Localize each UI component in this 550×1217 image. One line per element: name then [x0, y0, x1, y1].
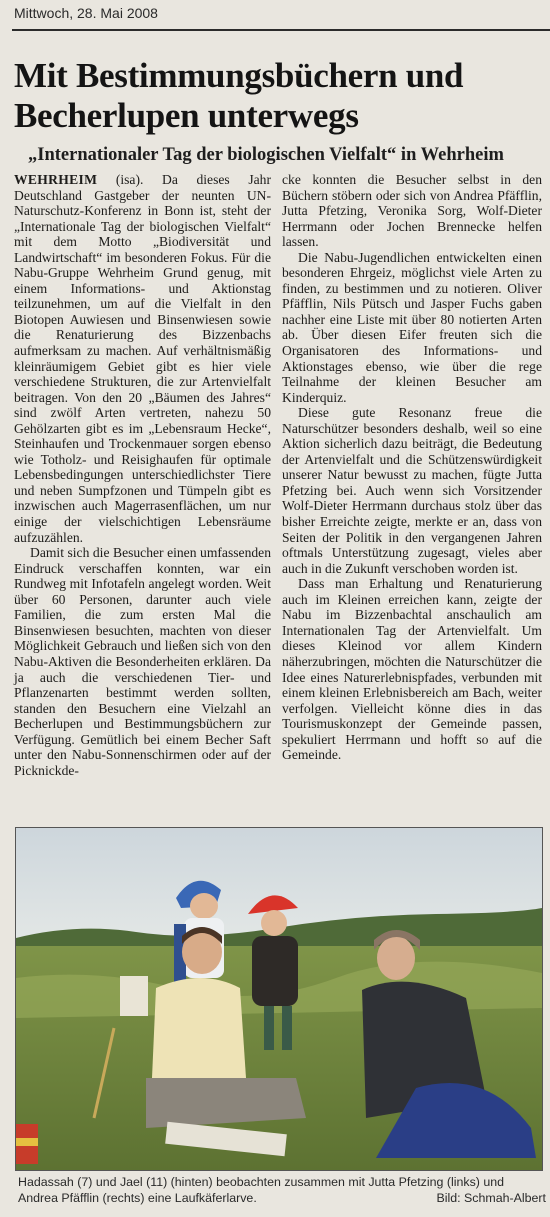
- article-subheadline: „Internationaler Tag der biologischen Vielfalt“ in Wehrheim: [28, 145, 504, 165]
- article-paragraph: Diese gute Resonanz freue die Naturschützer besonders deshalb, weil so eine Aktion sicherlich dazu beiträgt, die Bedeutung der Artenvielfalt und die Schützenswürdigkeit unserer Natur bewusst zu machen, fügte Jutta Pfetzing bei. Auch wenn sich Vorsitzender Wolf-Dieter Herrmann durchaus stolz über das bisher Erreichte zeigte, merkte er an, dass von Seiten der Politik in den vergangenen Jahren oftmals Unterstützung zugesagt, vieles aber auch in die Zukunft verschoben worden ist.: [282, 405, 542, 576]
- paragraph-text: Da dieses Jahr Deutschland Gastgeber der neunten UN-Naturschutz-Konferenz in Bonn ist, steht der „Internationale Tag der biologischen Vielfalt“ mit dem Motto „Biodiversität und Landwirtschaft“ im besonderen Fokus. Für die Nabu-Gruppe Wehrheim Grund genug, mit einem Informations- und Aktionstag teilzunehmen, um auf die Vielfalt in den Biotopen Auwiesen und Binsenwiesen sowie die Renaturierung des Bizzenbachs aufmerksam zu machen. Auf verhältnismäßig kleinräumigem Gebiet gibt es hier viele verschiedene Strukturen, die zur Artenvielfalt beitragen. Von den 20 „Bäumen des Jahres“ sind zwölf Arten vertreten, nahezu 50 Gehölzarten gibt es im „Lebensraum Hecke“, Steinhaufen und Trockenmauer sorgen ebenso wie Totholz- und Reisighaufen für optimale Lebensbedingungen unterschiedlichster Tiere und neben Sumpfzonen und Tümpeln gibt es inzwischen auch Magerrasenflächen, um nur einige der vielschichtigen Lebensräume aufzuzählen.: [14, 172, 271, 545]
- article-paragraph: Dass man Erhaltung und Renaturierung auch im Kleinen erreichen kann, zeigte der Nabu im Bizzenbachtal anschaulich am Internationalen Tag der Artenvielfalt. Um dieses Kleinod vor allem Kindern näherzubringen, möchten die Naturschützer die Idee eines Naturerlebnispfades, verbunden mit einem kleinen Erlebnisbereich am Bach, weiter verfolgen. Vielleicht könne dies in das Tourismuskonzept der Gemeinde passen, spekuliert Herrmann und hofft so auf die Gemeinde.: [282, 576, 542, 763]
- article-column-left: [14, 172, 271, 778]
- photo-credit: Bild: Schmah-Albert: [436, 1191, 546, 1205]
- article-paragraph: [14, 172, 271, 545]
- article-photo: [15, 827, 543, 1171]
- location-tag: WEHRHEIM: [14, 172, 98, 187]
- photo-scene: [16, 828, 542, 1170]
- byline: (isa).: [97, 172, 163, 187]
- photo-caption: [18, 1174, 546, 1206]
- issue-date: Mittwoch, 28. Mai 2008: [14, 5, 158, 21]
- cup-stack: [120, 976, 148, 1016]
- article-column-right: [282, 172, 542, 763]
- header-rule: [12, 29, 550, 31]
- article-headline: Mit Bestimmungsbüchern und Becherlupen unterwegs: [14, 56, 464, 135]
- article-paragraph: Damit sich die Besucher einen umfassenden Eindruck verschaffen konnten, war ein Rundweg mit Infotafeln angelegt worden. Weit über 60 Personen, darunter auch viele Familien, die zum ersten Mal die Binsenwiesen besuchten, machten von dieser Möglichkeit Gebrauch und ließen sich von den Nabu-Aktiven die Besonderheiten erklären. Da ja auch die verschiedenen Tier- und Pflanzenarten bestimmt werden sollten, standen den Besuchern eine Vielzahl an Becherlupen und Bestimmungsbüchern zur Verfügung. Gemütlich bei einem Becher Saft unter den Nabu-Sonnenschirmen oder auf der Picknickde-: [14, 545, 271, 778]
- article-paragraph: Die Nabu-Jugendlichen entwickelten einen besonderen Ehrgeiz, möglichst viele Arten zu finden, zu bestimmen und zu notieren. Oliver Pfäfflin, Nils Pütsch und Jasper Fuchs gaben nachher eine Liste mit über 80 notierten Arten ab. Über diesen Eifer freuten sich die Organisatoren des Informations- und Aktionstages ebenso, wie über die rege Teilnahme der kleinen Besucher am Kinderquiz.: [282, 249, 542, 405]
- caption-text: Hadassah (7) und Jael (11) (hinten) beobachten zusammen mit Jutta Pfetzing (links) und Andrea Pfäfflin (rechts) eine Laufkäferlarve.: [18, 1175, 505, 1205]
- article-paragraph: cke konnten die Besucher selbst in den Büchern stöbern oder sich von Andrea Pfäfflin, Jutta Pfetzing, Veronika Sorg, Wolf-Dieter Herrmann oder Jochen Brennecke helfen lassen.: [282, 172, 542, 250]
